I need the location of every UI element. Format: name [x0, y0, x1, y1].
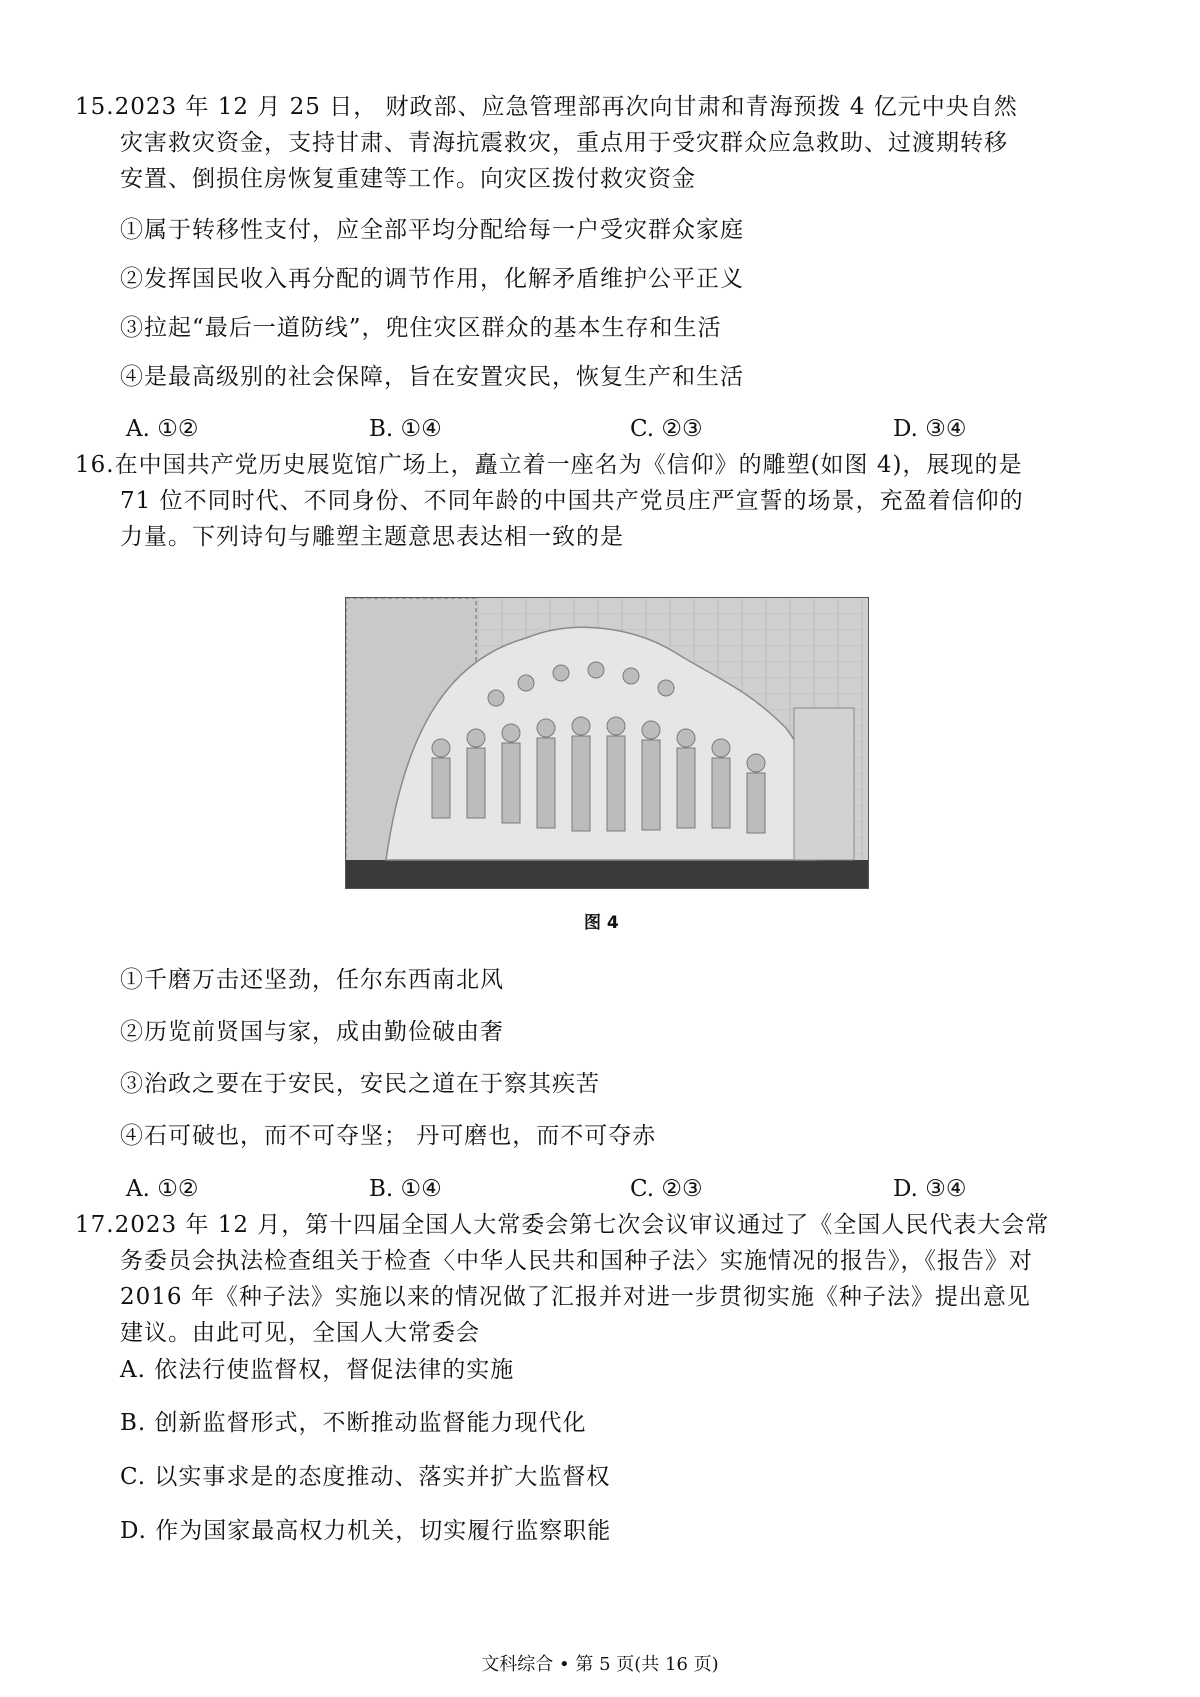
- q17-stem-line: 建议。由此可见，全国人大常委会: [120, 1320, 480, 1346]
- q16-stem-line: 71 位不同时代、不同身份、不同年龄的中国共产党员庄严宣誓的场景，充盈着信仰的: [120, 488, 1024, 514]
- q17-choice-c: C. 以实事求是的态度推动、落实并扩大监督权: [120, 1464, 611, 1490]
- q16-choice-c: C. ②③: [630, 1176, 703, 1202]
- q15-statement: ②发挥国民收入再分配的调节作用，化解矛盾维护公平正义: [120, 266, 744, 292]
- q16-statement: ④石可破也，而不可夺坚； 丹可磨也，而不可夺赤: [120, 1123, 657, 1149]
- q15-statement: ③拉起“最后一道防线”，兜住灾区群众的基本生存和生活: [120, 315, 722, 341]
- q16-statement: ①千磨万击还坚劲，任尔东西南北风: [120, 967, 504, 993]
- q17-stem-line: 2016 年《种子法》实施以来的情况做了汇报并对进一步贯彻实施《种子法》提出意见: [120, 1284, 1031, 1310]
- q15-stem-line: 安置、倒损住房恢复重建等工作。向灾区拨付救灾资金: [120, 166, 696, 192]
- figure-caption: 图 4: [584, 913, 619, 933]
- q16-statement: ③治政之要在于安民，安民之道在于察其疾苦: [120, 1071, 600, 1097]
- q15-choice-b: B. ①④: [369, 416, 442, 442]
- sculpture-photo-drawing: [346, 598, 868, 888]
- q16-choice-d: D. ③④: [893, 1176, 967, 1202]
- page-footer: 文科综合 • 第 5 页(共 16 页): [481, 1654, 719, 1675]
- q16-statement: ②历览前贤国与家，成由勤俭破由奢: [120, 1019, 504, 1045]
- q16-choice-a: A. ①②: [126, 1176, 199, 1202]
- q17-stem-line: 17.2023 年 12 月，第十四届全国人大常委会第七次会议审议通过了《全国人民代表大会常: [75, 1212, 1050, 1238]
- q16-stem-line: 力量。下列诗句与雕塑主题意思表达相一致的是: [120, 524, 624, 550]
- sculpture-photo: [345, 597, 869, 889]
- q17-stem-line: 务委员会执法检查组关于检查〈中华人民共和国种子法〉实施情况的报告》，《报告》对: [120, 1248, 1033, 1274]
- q15-stem-line: 灾害救灾资金，支持甘肃、青海抗震救灾，重点用于受灾群众应急救助、过渡期转移: [120, 130, 1008, 156]
- q15-statement: ①属于转移性支付，应全部平均分配给每一户受灾群众家庭: [120, 217, 744, 243]
- q16-stem-line: 16.在中国共产党历史展览馆广场上，矗立着一座名为《信仰》的雕塑(如图 4)，展现的是: [75, 452, 1023, 478]
- q15-choice-c: C. ②③: [630, 416, 703, 442]
- q15-stem-line: 15.2023 年 12 月 25 日， 财政部、应急管理部再次向甘肃和青海预拨 4 亿元中央自然: [75, 94, 1018, 120]
- q16-choice-b: B. ①④: [369, 1176, 442, 1202]
- q15-choice-a: A. ①②: [126, 416, 199, 442]
- q15-statement: ④是最高级别的社会保障，旨在安置灾民，恢复生产和生活: [120, 364, 744, 390]
- q17-choice-d: D. 作为国家最高权力机关，切实履行监察职能: [120, 1518, 612, 1544]
- q17-choice-b: B. 创新监督形式，不断推动监督能力现代化: [120, 1410, 587, 1436]
- q15-choice-d: D. ③④: [893, 416, 967, 442]
- q17-choice-a: A. 依法行使监督权，督促法律的实施: [120, 1357, 515, 1383]
